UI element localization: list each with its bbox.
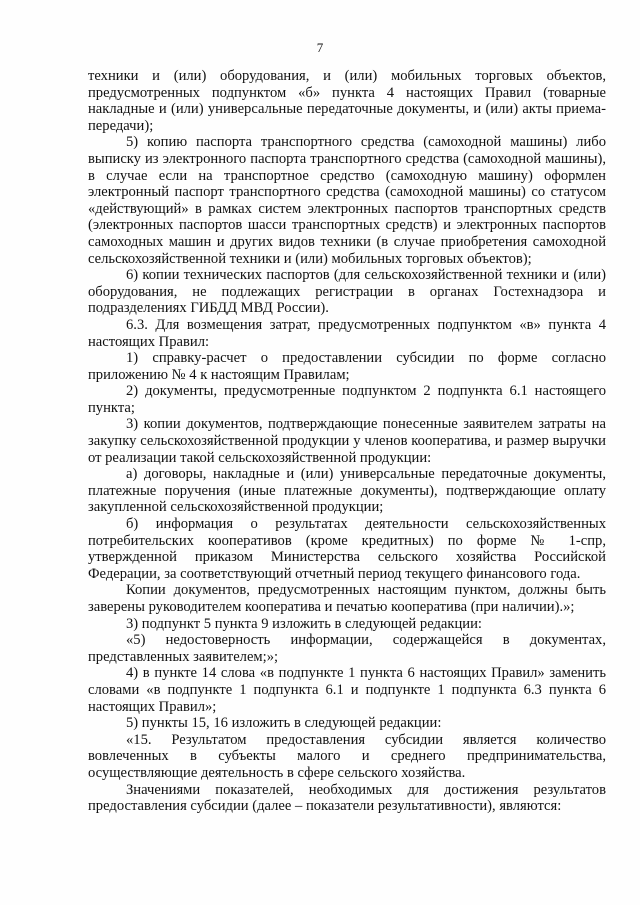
paragraph: а) договоры, накладные и (или) универсальные передаточные документы, платежные поручения (иные платежные документы), подтверждающие оплату закупленной сельскохозяйственной продукции; bbox=[88, 466, 606, 516]
paragraph: 2) документы, предусмотренные подпунктом 2 подпункта 6.1 настоящего пункта; bbox=[88, 383, 606, 416]
paragraph: «15. Результатом предоставления субсидии является количество вовлеченных в субъекты малого и среднего предпринимательства, осуществляющие деятельность в сфере сельского хозяйства. bbox=[88, 731, 606, 781]
paragraph: Значениями показателей, необходимых для достижения результатов предоставления субсидии (далее – показатели результативности), являются: bbox=[88, 781, 606, 815]
paragraph: 5) копию паспорта транспортного средства (самоходной машины) либо выписку из электронного паспорта транспортного средства (самоходной машины), в случае если на транспортное средство (самоходную машину) оформлен электронный паспорт транспортного средства (самоходной машины) со статусом «действующий» в рамках систем электронных паспортов транспортных средств (электронных паспортов шасси транспортных средств) и электронных паспортов самоходных машин и других видов техники (в случае приобретения самоходной сельскохозяйственной техники и (или) мобильных торговых объектов); bbox=[88, 134, 606, 267]
page-number: 7 bbox=[316, 40, 324, 55]
paragraph: Копии документов, предусмотренных настоящим пунктом, должны быть заверены руководителем кооператива и печатью кооператива (при наличии).»; bbox=[88, 582, 606, 615]
document-body bbox=[88, 68, 606, 815]
paragraph: 1) справку-расчет о предоставлении субсидии по форме согласно приложению № 4 к настоящим Правилам; bbox=[88, 350, 606, 383]
paragraph: 6.3. Для возмещения затрат, предусмотренных подпунктом «в» пункта 4 настоящих Правил: bbox=[88, 316, 606, 350]
paragraph: 3) подпункт 5 пункта 9 изложить в следующей редакции: bbox=[126, 615, 482, 632]
paragraph: 5) пункты 15, 16 изложить в следующей редакции: bbox=[126, 715, 442, 732]
paragraph: 4) в пункте 14 слова «в подпункте 1 пункта 6 настоящих Правил» заменить словами «в подпункте 1 подпункта 6.1 и подпункте 1 подпункта 6.3 пункта 6 настоящих Правил»; bbox=[88, 665, 606, 715]
paragraph: техники и (или) оборудования, и (или) мобильных торговых объектов, предусмотренных подпунктом «б» пункта 4 настоящих Правил (товарные накладные и (или) универсальные передаточные документы, и (или) акты приема-передачи); bbox=[88, 68, 606, 134]
paragraph: 6) копии технических паспортов (для сельскохозяйственной техники и (или) оборудования, не подлежащих регистрации в органах Гостехнадзора и подразделениях ГИБДД МВД России). bbox=[88, 267, 606, 317]
paragraph: 3) копии документов, подтверждающие понесенные заявителем затраты на закупку сельскохозяйственной продукции у членов кооператива, и размер выручки от реализации такой сельскохозяйственной продукции: bbox=[88, 416, 606, 466]
paragraph: б) информация о результатах деятельности сельскохозяйственных потребительских кооперативов (кроме кредитных) по форме № 1-спр, утвержденной приказом Министерства сельского хозяйства Российской Федерации, за соответствующий отчетный период текущего финансового года. bbox=[88, 516, 606, 582]
paragraph: «5) недостоверность информации, содержащейся в документах, представленных заявителем;»; bbox=[88, 632, 606, 665]
